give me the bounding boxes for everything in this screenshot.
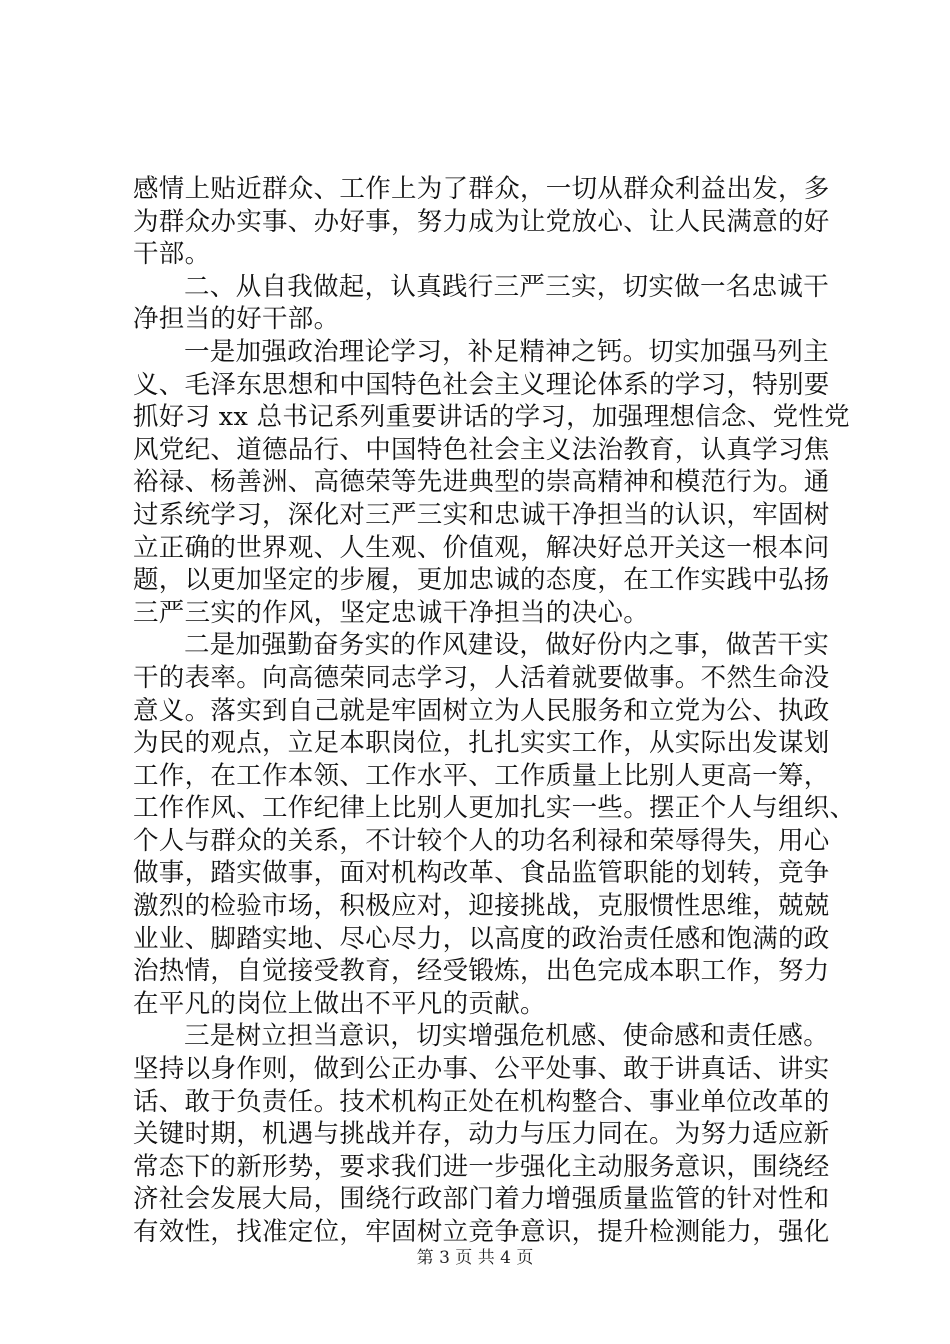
text-line: 工作，在工作本领、工作水平、工作质量上比别人更高一筹， <box>133 760 830 791</box>
document-body <box>133 173 856 1249</box>
text-line: 二是加强勤奋务实的作风建设，做好份内之事，做苦干实 <box>184 630 830 661</box>
text-line: 济社会发展大局，围绕行政部门着力增强质量监管的针对性和 <box>133 1184 830 1215</box>
text-line: 常态下的新形势，要求我们进一步强化主动服务意识，围绕经 <box>133 1151 830 1182</box>
text-line: 为民的观点，立足本职岗位，扎扎实实工作，从实际出发谋划 <box>133 728 830 759</box>
text-line: 坚持以身作则，做到公正办事、公平处事、敢于讲真话、讲实 <box>133 1054 830 1085</box>
text-line: 感情上贴近群众、工作上为了群众，一切从群众利益出发，多 <box>133 174 830 204</box>
text-line: 治热情，自觉接受教育，经受锻炼，出色完成本职工作，努力 <box>133 956 830 987</box>
text-line: 风党纪、道德品行、中国特色社会主义法治教育，认真学习焦 <box>133 434 830 465</box>
text-line: 业业、脚踏实地、尽心尽力，以高度的政治责任感和饱满的政 <box>133 923 830 954</box>
text-line: 题，以更加坚定的步履，更加忠诚的态度，在工作实践中弘扬 <box>133 565 830 596</box>
text-line: 义、毛泽东思想和中国特色社会主义理论体系的学习，特别要 <box>133 369 830 400</box>
page-footer: 第 3 页 共 4 页 <box>416 1248 534 1268</box>
text-line: 二、从自我做起，认真践行三严三实，切实做一名忠诚干 <box>184 271 830 302</box>
text-line: 做事，踏实做事，面对机构改革、食品监管职能的划转，竞争 <box>133 858 830 889</box>
text-line: 裕禄、杨善洲、高德荣等先进典型的崇高精神和模范行为。通 <box>133 467 830 498</box>
text-line: 立正确的世界观、人生观、价值观，解决好总开关这一根本问 <box>133 532 830 563</box>
text-line: 过系统学习，深化对三严三实和忠诚干净担当的认识，牢固树 <box>133 499 830 530</box>
text-line: 为群众办实事、办好事，努力成为让党放心、让人民满意的好 <box>133 206 830 237</box>
text-line: 净担当的好干部。 <box>133 304 340 335</box>
text-line: 激烈的检验市场，积极应对，迎接挑战，克服惯性思维，兢兢 <box>133 891 830 922</box>
text-line: 干的表率。向高德荣同志学习，人活着就要做事。不然生命没 <box>133 662 830 693</box>
text-line: 三是树立担当意识，切实增强危机感、使命感和责任感。 <box>184 1021 830 1052</box>
text-line: 抓好习 xx 总书记系列重要讲话的学习，加强理想信念、党性党 <box>133 402 850 433</box>
text-line: 个人与群众的关系，不计较个人的功名利禄和荣辱得失，用心 <box>133 825 830 856</box>
text-line: 在平凡的岗位上做出不平凡的贡献。 <box>133 988 546 1019</box>
text-line: 意义。落实到自己就是牢固树立为人民服务和立党为公、执政 <box>133 695 830 726</box>
text-line: 话、敢于负责任。技术机构正处在机构整合、事业单位改革的 <box>133 1086 830 1117</box>
text-line: 三严三实的作风，坚定忠诚干净担当的决心。 <box>133 597 650 628</box>
text-line: 关键时期，机遇与挑战并存，动力与压力同在。为努力适应新 <box>133 1119 830 1150</box>
text-line: 干部。 <box>133 239 211 270</box>
text-line: 有效性，找准定位，牢固树立竞争意识，提升检测能力，强化 <box>133 1217 830 1247</box>
text-line: 一是加强政治理论学习，补足精神之钙。切实加强马列主 <box>184 336 830 367</box>
text-line: 工作作风、工作纪律上比别人更加扎实一些。摆正个人与组织、 <box>133 793 856 824</box>
